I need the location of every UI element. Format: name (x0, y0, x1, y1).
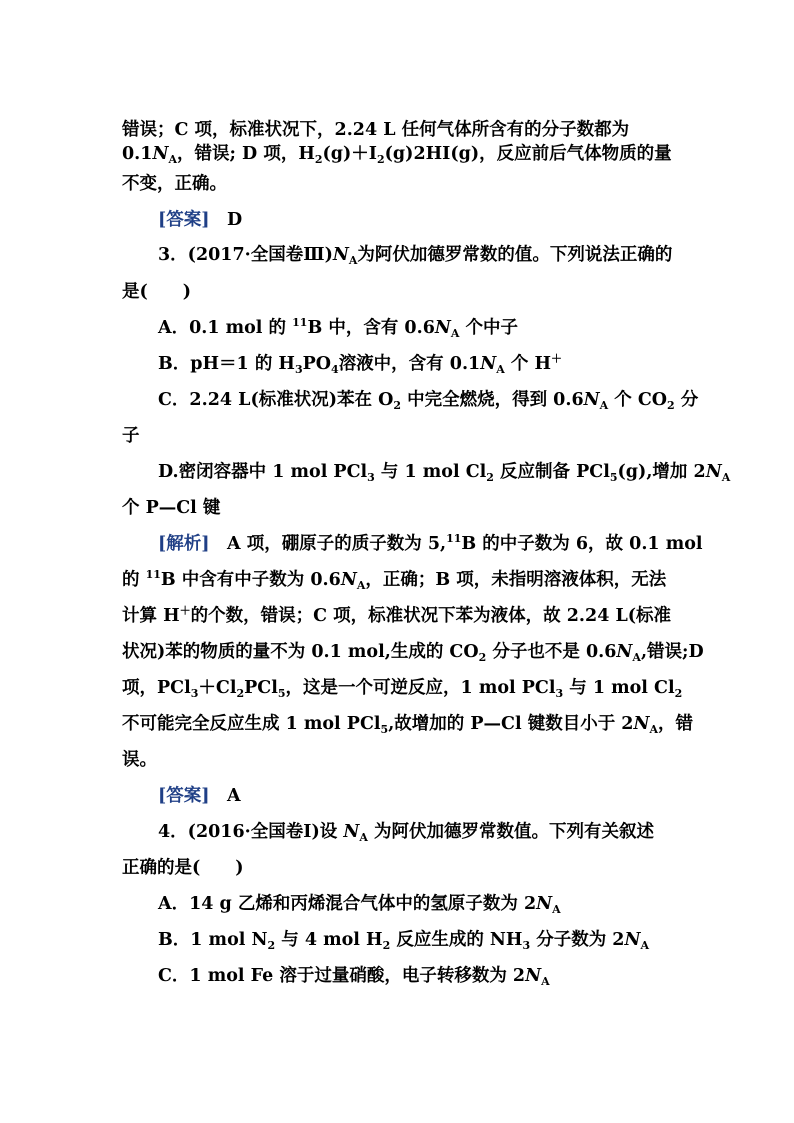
text-segment: 不变，正确。 (122, 174, 227, 194)
text-segment: 状况)苯的物质的量不为 0.1 mol,生成的 CO (122, 642, 479, 662)
text-line (122, 424, 140, 448)
text-line (122, 568, 666, 592)
subscript: 3 (367, 471, 375, 484)
equilibrium-text: 2HI (413, 144, 451, 164)
text-segment: A (209, 786, 241, 806)
text-segment: 错误；C 项，标准状况下，2.24 L 任何气体所含有的分子数都为 (122, 120, 630, 140)
italic-symbol: N (525, 966, 542, 986)
italic-symbol: N (152, 144, 169, 164)
subscript: A (496, 363, 505, 376)
text-segment: (g),增加 2 (617, 462, 706, 482)
text-line (122, 748, 157, 772)
subscript: 5 (277, 687, 286, 700)
text-segment: (g)，反应前后气体物质的量 (450, 144, 672, 164)
text-segment: 的 (122, 570, 146, 590)
subscript: 5 (380, 723, 389, 736)
text-segment: 不可能完全反应生成 1 mol PCl (122, 714, 381, 734)
text-line (122, 604, 671, 628)
text-segment: 4．(2016·全国卷Ⅰ)设 (158, 822, 344, 842)
text-segment: 分子也不是 0.6 (486, 642, 617, 662)
text-segment: 中完全燃烧，得到 0.6 (401, 390, 584, 410)
text-segment: D (209, 210, 243, 230)
text-line (122, 142, 672, 166)
text-line (158, 964, 550, 988)
subscript: 5 (609, 471, 618, 484)
text-segment: C．2.24 L(标准状况)苯在 O (158, 390, 394, 410)
text-segment: PO (302, 354, 332, 374)
text-line (158, 784, 241, 808)
italic-symbol: N (332, 245, 349, 265)
text-line (158, 352, 562, 376)
subscript: 2 (267, 939, 276, 952)
text-line (158, 892, 561, 916)
text-segment: B．pH＝1 的 H (158, 354, 295, 374)
subscript: 2 (377, 153, 385, 166)
text-segment: 分子数为 2 (530, 930, 625, 950)
text-segment: ，正确；B 项，未指明溶液体积，无法 (365, 570, 667, 590)
text-line (122, 118, 629, 142)
italic-symbol: N (340, 570, 357, 590)
text-line (158, 928, 649, 952)
text-segment: 为阿伏加德罗常数值。下列有关叙述 (367, 822, 654, 842)
text-segment: 误。 (122, 750, 157, 770)
text-segment: 与 4 mol H (275, 930, 383, 950)
subscript: 2 (393, 399, 401, 412)
text-segment: (g)＋I (322, 144, 377, 164)
subscript: A (168, 153, 177, 166)
text-segment: 的个数，错误；C 项，标准状况下苯为液体，故 2.24 L(标准 (190, 606, 672, 626)
text-segment: 为阿伏加德罗常数的值。下列说法正确的 (357, 245, 673, 265)
text-segment: 个 H (504, 354, 552, 374)
text-segment: 反应生成的 NH (390, 930, 523, 950)
subscript: A (541, 975, 550, 988)
text-segment: (g) (384, 144, 414, 164)
subscript: A (359, 831, 368, 844)
text-segment: B 的中子数为 6，故 0.1 mol (461, 534, 703, 554)
text-segment: A．14 g 乙烯和丙烯混合气体中的氢原子数为 2 (158, 894, 537, 914)
superscript: 11 (145, 568, 161, 581)
text-segment: 0.1 (122, 144, 153, 164)
text-line (158, 460, 730, 484)
subscript: A (640, 939, 650, 952)
superscript: 11 (446, 532, 462, 545)
text-segment: 溶液中，含有 0.1 (338, 354, 481, 374)
text-segment: 反应制备 PCl (493, 462, 610, 482)
italic-symbol: N (434, 318, 451, 338)
subscript: A (649, 723, 659, 736)
text-line (122, 640, 704, 664)
italic-symbol: N (583, 390, 600, 410)
text-segment: 个 CO (608, 390, 668, 410)
text-line (158, 820, 654, 844)
text-line (122, 496, 220, 520)
italic-symbol: N (705, 462, 722, 482)
subscript: 2 (486, 471, 494, 484)
text-line (122, 676, 682, 700)
text-line (158, 243, 672, 267)
text-segment: B 中含有中子数为 0.6 (160, 570, 341, 590)
subscript: 3 (294, 363, 303, 376)
text-segment: D.密闭容器中 1 mol PCl (158, 462, 368, 482)
italic-symbol: N (536, 894, 553, 914)
subscript: A (721, 471, 731, 484)
text-segment: ,故增加的 P—Cl 键数目小于 2 (388, 714, 634, 734)
subscript: 4 (331, 363, 339, 376)
subscript: 3 (555, 687, 564, 700)
text-segment: B 中，含有 0.6 (307, 318, 435, 338)
text-segment: 正确的是( ) (122, 858, 244, 878)
italic-symbol: N (343, 822, 360, 842)
subscript: A (632, 651, 641, 664)
superscript: ＋ (551, 352, 563, 365)
text-line (122, 712, 693, 736)
italic-symbol: N (480, 354, 497, 374)
text-segment: 计算 H (122, 606, 180, 626)
text-segment: ,错误;D (640, 642, 704, 662)
text-segment: 分 (674, 390, 699, 410)
text-line (158, 532, 703, 556)
subscript: 2 (667, 399, 675, 412)
text-segment: 与 1 mol Cl (374, 462, 487, 482)
subscript: 2 (478, 651, 487, 664)
text-line (122, 172, 227, 196)
subscript: 2 (674, 687, 683, 700)
subscript: A (348, 254, 358, 267)
text-line (122, 856, 244, 880)
superscript: ＋ (179, 604, 191, 617)
text-segment: ，错 (658, 714, 694, 734)
italic-symbol: N (624, 930, 641, 950)
answer-tag: [解析] (158, 534, 210, 554)
italic-symbol: N (616, 642, 633, 662)
text-line (122, 280, 191, 304)
superscript: 11 (292, 316, 308, 329)
text-segment: ＋Cl (198, 678, 237, 698)
subscript: A (450, 327, 460, 340)
subscript: 2 (236, 687, 245, 700)
text-segment: A 项，硼原子的质子数为 5, (209, 534, 447, 554)
subscript: A (356, 579, 366, 592)
text-line (158, 316, 518, 340)
text-line (158, 208, 242, 232)
subscript: A (599, 399, 609, 412)
subscript: 3 (522, 939, 531, 952)
text-segment: 个中子 (459, 318, 519, 338)
text-segment: ，这是一个可逆反应，1 mol PCl (285, 678, 556, 698)
answer-tag: [答案] (158, 786, 210, 806)
subscript: 3 (190, 687, 199, 700)
text-segment: B．1 mol N (158, 930, 268, 950)
text-segment: 是( ) (122, 282, 192, 302)
equilibrium-text: PCl (244, 678, 278, 698)
text-segment: 个 P—Cl 键 (122, 498, 221, 518)
subscript: 2 (382, 939, 391, 952)
italic-symbol: N (633, 714, 650, 734)
text-segment: 项，PCl (122, 678, 191, 698)
text-segment: 子 (122, 426, 140, 446)
answer-tag: [答案] (158, 210, 210, 230)
text-segment: 与 1 mol Cl (563, 678, 675, 698)
text-segment: A．0.1 mol 的 (158, 318, 293, 338)
subscript: 2 (314, 153, 323, 166)
subscript: A (552, 903, 561, 916)
text-segment: 3．(2017·全国卷Ⅲ) (158, 245, 333, 265)
text-segment: C．1 mol Fe 溶于过量硝酸，电子转移数为 2 (158, 966, 526, 986)
text-line (158, 388, 698, 412)
text-segment: ，错误; D 项，H (177, 144, 315, 164)
